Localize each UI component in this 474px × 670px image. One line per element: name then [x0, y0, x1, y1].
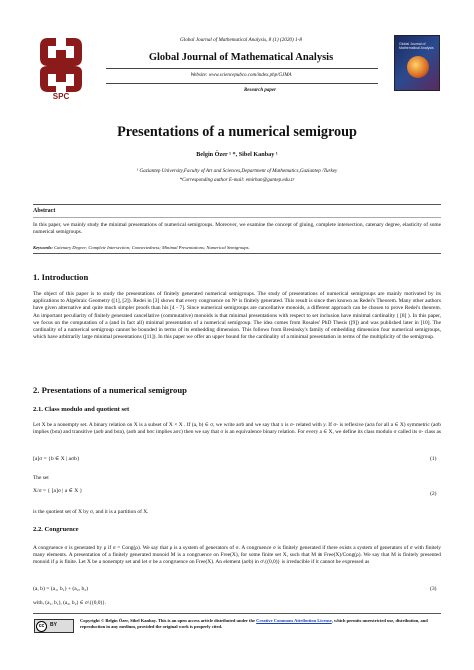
- equation-3-condition: with, (a₁, b₁), (a₂, b₂) ∈ σ\{(0,0)}.: [33, 600, 107, 606]
- by-icon: BY: [50, 622, 57, 628]
- equation-2-number: (2): [430, 491, 437, 497]
- cc-icon: cc: [36, 621, 47, 632]
- cc-by-license-badge[interactable]: [34, 619, 74, 633]
- header-rule-top: [106, 68, 378, 69]
- abstract-text: In this paper, we mainly study the minimal presentations of numerical semigroups. Moreover, we examine the concept of gluing, complete intersection, catenary degree, elasticity of some numerical semigroups.: [33, 222, 441, 236]
- footer-rule: [33, 613, 441, 614]
- journal-website[interactable]: Website: www.sciencepubco.com/index.php/GJMA: [190, 73, 292, 78]
- header-rule-bottom: [106, 83, 378, 84]
- equation-1: [a]σ = {b ∈ X | aσb}: [33, 456, 80, 462]
- subsection-2-1-text: Let X be a nonempty set. A binary relation on X is a subset of X × X . If (a, b) ∈ σ, we write aσb and we say that x is σ- related with y. If σ- is reflexive (aσa for all a ∈ X) symmetric (aσb implies (bσa) and transitive (aσb and bσa), (aσb and bσc implies aσc) then we say that σ is an equivalence binary relation. For every a ∈ X, we define its class modulo σ called its σ- class as: [33, 422, 441, 436]
- paper-authors: Belgin Özer ¹ *, Sibel Kanbay ¹: [196, 151, 278, 158]
- license-link[interactable]: Creative Commons Attribution License: [256, 618, 332, 623]
- set-label: The set: [33, 475, 49, 481]
- equation-1-number: (1): [430, 456, 437, 462]
- keywords: [33, 245, 441, 250]
- publisher-logo: [34, 36, 88, 102]
- copyright-text-post: , which permits unrestricted use, distribution, and reproduction in any medium, provided the original work is properly cited.: [80, 618, 428, 629]
- author-affiliation: ¹ Gaziantep University,Faculty of Art and Sciences,Department of Mathematics,Gaziantep /Turkey: [136, 168, 338, 174]
- equation-3-number: (3): [430, 586, 437, 592]
- publisher-logo-text: SPC: [52, 92, 70, 101]
- paper-title: Presentations of a numerical semigroup: [117, 124, 357, 140]
- abstract-rule-bottom: [33, 253, 441, 254]
- abstract-rule-mid: [33, 217, 441, 218]
- keywords-list: Catenary Degree; Complete Intersection; Connectedness; Minimal Presentations; Numerical Semigroups.: [54, 245, 250, 250]
- journal-title: Global Journal of Mathematical Analysis: [148, 52, 334, 63]
- section-2-heading: 2. Presentations of a numerical semigroup: [33, 385, 187, 395]
- journal-cover-image: [394, 35, 440, 91]
- equation-3: (a, b) = (a₁, b₁) + (a₂, b₂): [33, 586, 89, 592]
- subsection-2-2-text: A congruence σ is generated by ρ if σ = Cong(ρ). We say that ρ is a system of generators of σ. A congruence σ is finitely generated if there exists a system of generators of σ with finitely many elements. A presentation of a finitely generated monoid M is a congruence on Free(X), for some finite set X, such that M ≅ Free(X)/Cong(ρ). We say that M is finitely presented monoid if ρ is finite. Let X be a nonempty set and let σ be a congruence on Free(X). An element (aσb) in σ\{(0,0)} is irreducible if it cannot be expressed as: [33, 545, 441, 566]
- quotient-set-text: is the quotient set of X by σ, and it is a partition of X.: [33, 509, 149, 515]
- introduction-text: The object of this paper is to study the presentations of finitely generated numerical semigroups. The study of presentations of numerical semigroups are mainly motivated by its applications to Algebraic Geometry ([1], [2]). Redei in [3] shows that every congruence on Nⁿ is finitely generated. This result is since then known as Redei's Theorem. Many other authors have given alternative and quite much simpler proofs than his [4 - 7]. Since numerical semigroups are cancellative monoids, a different approach can be chosen to prove Redei's theorem. An important peculiarity of finitely generated cancellative (commutative) monoids is that minimal presentations with respect to set inclusion have minimal cardinality ( [8] ). In this paper, we focus on the computation of a (and in fact all) minimal presentation of a numerical semigroup. The idea comes from Rosales' PhD Thesis ([9]) and was published later in [10]. The cardinality of a numerical semigroup cannot be bounded in terms of its embedding dimension. This follows from Bresinsky's family of embedding dimension four numerical semigroups, which have arbitrarily large minimal presentations ([11]). In this paper we offer an upper bound for the cardinality of a minimal presentation in terms of the multiplicity of the semigroup.: [33, 291, 441, 341]
- subsection-2-2-heading: 2.2. Congruence: [33, 526, 79, 533]
- journal-cover-title: Global Journal of Mathematical Analysis: [399, 42, 434, 50]
- corresponding-author: *Corresponding author E-mail: emirhan@gantep.edu.tr: [179, 177, 295, 183]
- subsection-2-1-heading: 2.1. Class modulo and quotient set: [33, 406, 130, 413]
- abstract-rule-top: [33, 204, 441, 205]
- equation-2: X/σ = { [a]σ | a ∈ X }: [33, 488, 83, 494]
- section-1-heading: 1. Introduction: [33, 272, 89, 282]
- cover-orb-graphic: [407, 56, 429, 78]
- abstract-heading: Abstract: [33, 208, 56, 214]
- keywords-label: Keywords:: [33, 245, 53, 250]
- copyright-text-pre: Copyright © Belgin Özer, Sibel Kanbay. This is an open access article distributed under the: [80, 618, 257, 623]
- journal-citation-line: Global Journal of Mathematical Analysis, 8 (1) (2020) 1-8: [180, 37, 302, 43]
- copyright-notice: [80, 618, 442, 630]
- paper-type-label: Research paper: [243, 88, 277, 93]
